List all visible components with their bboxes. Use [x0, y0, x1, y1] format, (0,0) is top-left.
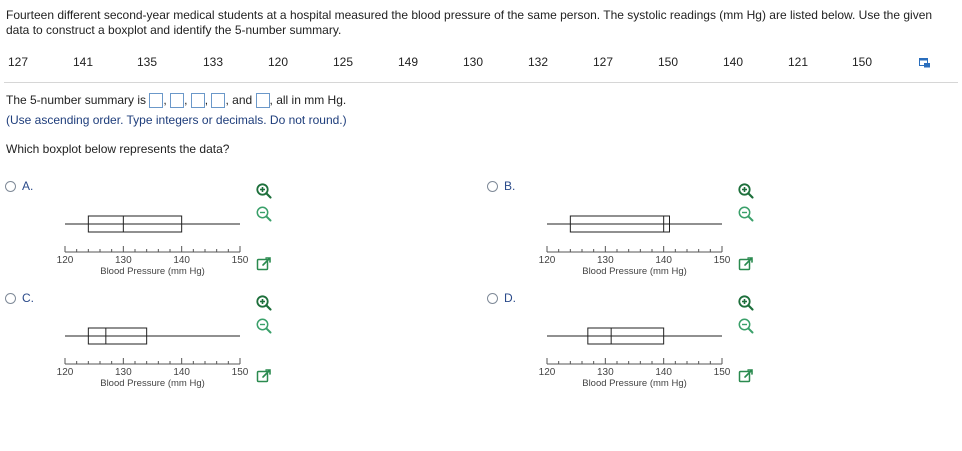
x-axis-title: Blood Pressure (mm Hg) [100, 378, 205, 389]
zoom-in-icon[interactable] [255, 294, 273, 312]
x-tick-label: 140 [655, 367, 673, 378]
answer-box-2[interactable] [170, 93, 184, 108]
answer-hint: (Use ascending order. Type integers or decimals. Do not round.) [6, 113, 347, 127]
x-tick-label: 120 [538, 367, 556, 378]
boxplot-d [522, 307, 742, 397]
boxplot-b [522, 195, 742, 285]
x-tick-label: 130 [114, 255, 132, 266]
x-tick-label: 130 [596, 367, 614, 378]
question1-text: The 5-number summary is [6, 93, 147, 107]
zoom-out-icon[interactable] [255, 205, 273, 223]
popout-icon[interactable] [255, 255, 273, 273]
readings-row [0, 55, 962, 75]
option-b-label: B. [504, 179, 516, 193]
x-tick-label: 150 [713, 255, 731, 266]
reading-cell: 121 [787, 55, 809, 69]
popout-icon[interactable] [737, 255, 755, 273]
comma: , [204, 93, 209, 107]
radio-option-d[interactable] [487, 293, 498, 304]
reading-cell: 125 [332, 55, 354, 69]
x-axis-title: Blood Pressure (mm Hg) [100, 266, 205, 277]
zoom-out-icon[interactable] [737, 205, 755, 223]
x-tick-label: 150 [231, 255, 249, 266]
comma: , [184, 93, 188, 107]
option-a-label: A. [22, 179, 34, 193]
boxplot-question: Which boxplot below represents the data? [6, 142, 230, 156]
answer-box-1[interactable] [149, 93, 163, 108]
units-text: all in mm Hg. [276, 93, 347, 107]
zoom-in-icon[interactable] [255, 182, 273, 200]
reading-cell: 120 [267, 55, 289, 69]
x-tick-label: 120 [538, 255, 556, 266]
x-tick-label: 140 [173, 255, 191, 266]
zoom-in-icon[interactable] [737, 294, 755, 312]
answer-box-4[interactable] [211, 93, 225, 108]
x-axis-title: Blood Pressure (mm Hg) [582, 378, 687, 389]
reading-cell: 149 [397, 55, 419, 69]
comma: , [225, 93, 229, 107]
divider [4, 82, 958, 83]
radio-option-b[interactable] [487, 181, 498, 192]
x-tick-label: 130 [596, 255, 614, 266]
popout-icon[interactable] [737, 367, 755, 385]
comma: , [163, 93, 167, 107]
reading-cell: 140 [722, 55, 744, 69]
reading-cell: 133 [202, 55, 224, 69]
x-tick-label: 150 [713, 367, 731, 378]
radio-option-a[interactable] [5, 181, 16, 192]
x-tick-label: 140 [173, 367, 191, 378]
reading-cell: 132 [527, 55, 549, 69]
comma: , [269, 93, 273, 107]
x-tick-label: 120 [56, 367, 74, 378]
boxplot-c [40, 307, 260, 397]
and-text: and [232, 93, 253, 107]
boxplot-a [40, 195, 260, 285]
reading-cell: 141 [72, 55, 94, 69]
reading-cell: 127 [592, 55, 614, 69]
question-prompt: Fourteen different second-year medical students at a hospital measured the blood pressure of the same person. The systolic readings (mm Hg) are listed below. Use the given data to construct a boxplot and identify the 5-number summary. [6, 8, 933, 37]
copy-data-icon[interactable] [919, 58, 931, 68]
five-number-summary-question [6, 93, 346, 108]
reading-cell: 150 [657, 55, 679, 69]
answer-box-5[interactable] [256, 93, 270, 108]
option-c-label: C. [22, 291, 34, 305]
x-tick-label: 150 [231, 367, 249, 378]
reading-cell: 130 [462, 55, 484, 69]
x-tick-label: 140 [655, 255, 673, 266]
reading-cell: 127 [7, 55, 29, 69]
zoom-out-icon[interactable] [737, 317, 755, 335]
option-d-label: D. [504, 291, 516, 305]
x-tick-label: 120 [56, 255, 74, 266]
reading-cell: 135 [136, 55, 158, 69]
answer-box-3[interactable] [191, 93, 205, 108]
x-axis-title: Blood Pressure (mm Hg) [582, 266, 687, 277]
zoom-out-icon[interactable] [255, 317, 273, 335]
x-tick-label: 130 [114, 367, 132, 378]
zoom-in-icon[interactable] [737, 182, 755, 200]
reading-cell: 150 [851, 55, 873, 69]
radio-option-c[interactable] [5, 293, 16, 304]
popout-icon[interactable] [255, 367, 273, 385]
